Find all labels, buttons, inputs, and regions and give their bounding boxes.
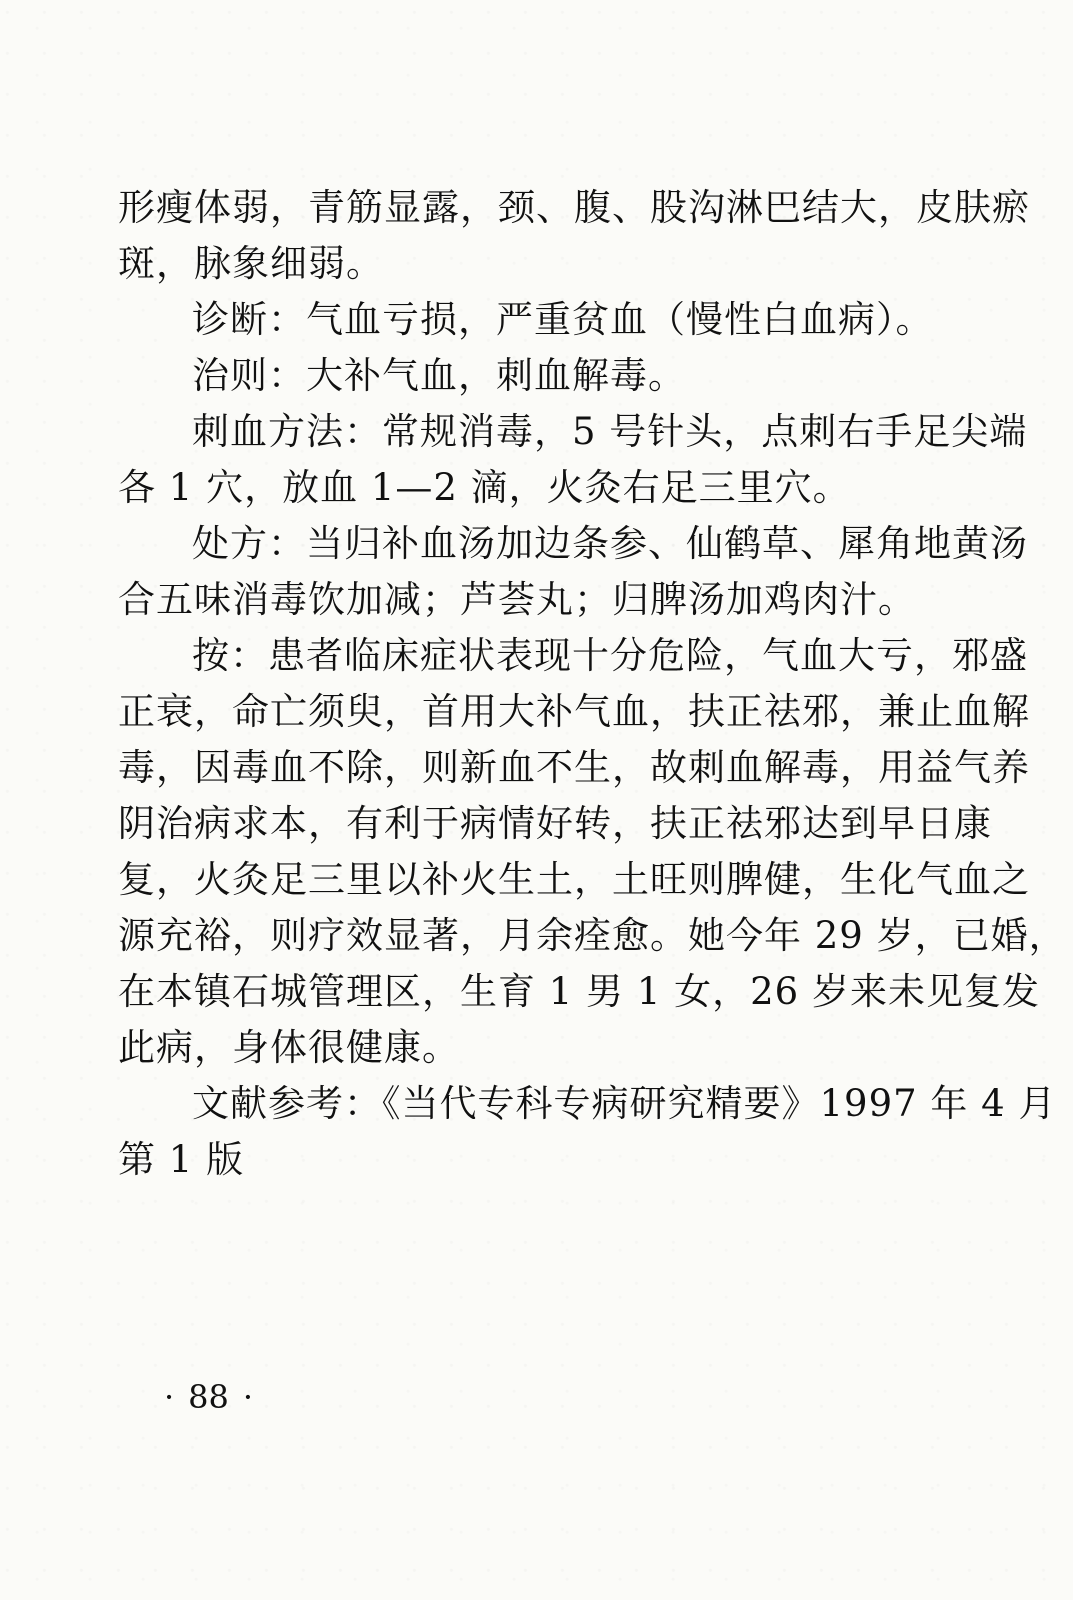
text-line: 斑，脉象细弱。 <box>118 242 384 285</box>
text-line: 阴治病求本，有利于病情好转，扶正祛邪达到早日康 <box>118 802 992 845</box>
text-line: 在本镇石城管理区，生育 1 男 1 女，26 岁来未见复发 <box>118 970 1040 1013</box>
text-line: 源充裕，则疗效显著，月余痊愈。她今年 29 岁，已婚， <box>118 914 1067 957</box>
page-number-value: 88 <box>188 1378 229 1416</box>
text-line: 合五味消毒饮加减；芦荟丸；归脾汤加鸡肉汁。 <box>118 578 916 621</box>
text-line: 各 1 穴，放血 1—2 滴，火灸右足三里穴。 <box>118 466 851 509</box>
reference-line: 文献参考：《当代专科专病研究精要》1997 年 4 月 <box>192 1082 1057 1125</box>
prescription-line: 处方：当归补血汤加边条参、仙鹤草、犀角地黄汤 <box>192 522 1028 565</box>
treatment-principle-line: 治则：大补气血，刺血解毒。 <box>192 354 686 397</box>
text-line: 复，火灸足三里以补火生土，土旺则脾健，生化气血之 <box>118 858 1030 901</box>
text-line: 第 1 版 <box>118 1138 245 1181</box>
page-number-dot-left: · <box>164 1378 175 1416</box>
page-number-dot-right: · <box>242 1378 254 1416</box>
text-line: 此病，身体很健康。 <box>118 1026 460 1069</box>
bloodletting-method-line: 刺血方法：常规消毒，5 号针头，点刺右手足尖端 <box>192 410 1028 453</box>
text-line: 正衰，命亡须臾，首用大补气血，扶正祛邪，兼止血解 <box>118 690 1030 733</box>
text-line: 毒，因毒血不除，则新血不生，故刺血解毒，用益气养 <box>118 746 1030 789</box>
body-text <box>118 180 1067 1188</box>
diagnosis-line: 诊断：气血亏损，严重贫血（慢性白血病）。 <box>192 298 934 341</box>
text-line: 形瘦体弱，青筋显露，颈、腹、股沟淋巴结大，皮肤瘀 <box>118 186 1030 229</box>
page-number <box>150 1378 267 1416</box>
commentary-line: 按：患者临床症状表现十分危险，气血大亏，邪盛 <box>192 634 1028 677</box>
